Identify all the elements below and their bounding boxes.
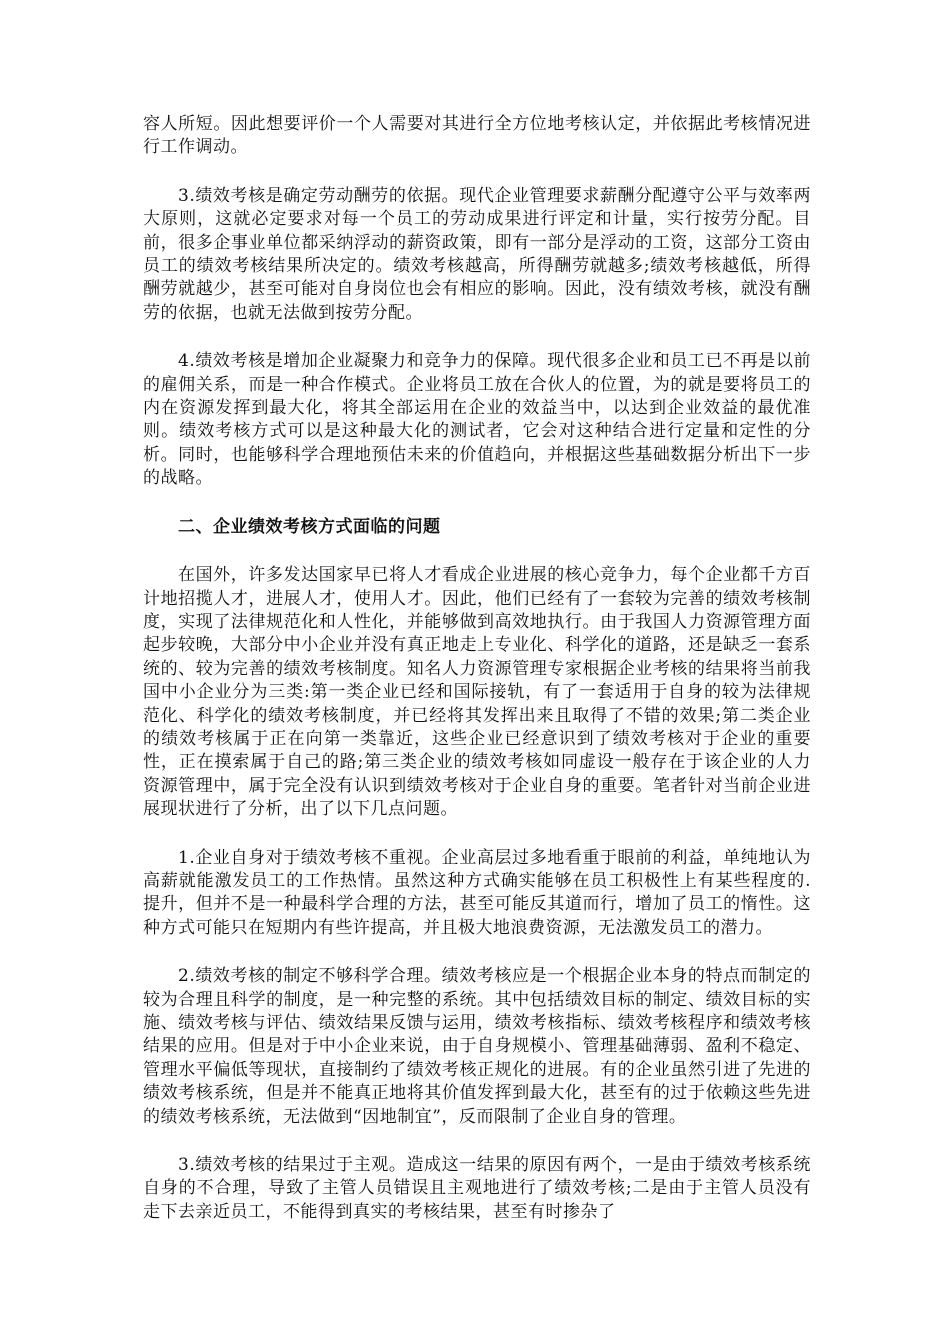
paragraph-point-3-compensation: 3.绩效考核是确定劳动酬劳的依据。现代企业管理要求薪酬分配遵守公平与效率两大原则，这就必定要求对每一个员工的劳动成果进行评定和计量，实行按劳分配。目前，很多企事业单位都采纳浮动的薪资政策，即有一部分是浮动的工资，这部分工资由员工的绩效考核结果所决定的。绩效考核越高，所得酬劳就越多;绩效考核越低，所得酬劳就越少，甚至可能对自身岗位也会有相应的影响。因此，没有绩效考核，就没有酬劳的依据，也就无法做到按劳分配。	[143, 185, 811, 323]
paragraph-overview: 在国外，许多发达国家早已将人才看成企业进展的核心竞争力，每个企业都千方百计地招揽人才，进展人才，使用人才。因此，他们已经有了一套较为完善的绩效考核制度，实现了法律规范化和人性化，并能够做到高效地执行。由于我国人力资源管理方面起步较晚，大部分中小企业并没有真正地走上专业化、科学化的道路，还是缺乏一套系统的、较为完善的绩效考核制度。知名人力资源管理专家根据企业考核的结果将当前我国中小企业分为三类:第一类企业已经和国际接轨，有了一套适用于自身的较为法律规范化、科学化的绩效考核制度，并已经将其发挥出来且取得了不错的效果;第二类企业的绩效考核属于正在向第一类靠近，这些企业已经意识到了绩效考核对于企业的重要性，正在摸索属于自己的路;第三类企业的绩效考核如同虚设一般存在于该企业的人力资源管理中，属于完全没有认识到绩效考核对于企业自身的重要。笔者针对当前企业进展现状进行了分析，出了以下几点问题。	[143, 565, 811, 820]
section-heading-problems: 二、企业绩效考核方式面临的问题	[178, 516, 441, 537]
paragraph-intro-continuation: 容人所短。因此想要评价一个人需要对其进行全方位地考核认定，并依据此考核情况进行工作调动。	[143, 114, 811, 158]
paragraph-problem-3: 3.绩效考核的结果过于主观。造成这一结果的原因有两个，一是由于绩效考核系统自身的不合理，导致了主管人员错误且主观地进行了绩效考核;二是由于主管人员没有走下去亲近员工，不能得到真实的考核结果，甚至有时掺杂了	[143, 1155, 811, 1222]
paragraph-point-4-cohesion: 4.绩效考核是增加企业凝聚力和竞争力的保障。现代很多企业和员工已不再是以前的雇佣关系，而是一种合作模式。企业将员工放在合伙人的位置，为的就是要将员工的内在资源发挥到最大化，将其全部运用在企业的效益当中，以达到企业效益的最优准则。绩效考核方式可以是这种最大化的测试者，它会对这种结合进行定量和定性的分析。同时，也能够科学合理地预估未来的价值趋向，并根据这些基础数据分析出下一步的战略。	[143, 351, 811, 489]
paragraph-problem-1: 1.企业自身对于绩效考核不重视。企业高层过多地看重于眼前的利益，单纯地认为高薪就能激发员工的工作热情。虽然这种方式确实能够在员工积极性上有某些程度的.提升，但并不是一种最科学合理的方法，甚至可能反其道而行，增加了员工的惰性。这种方式可能只在短期内有些许提高，并且极大地浪费资源，无法激发员工的潜力。	[143, 847, 811, 938]
document-page	[143, 113, 811, 1249]
paragraph-problem-2: 2.绩效考核的制定不够科学合理。绩效考核应是一个根据企业本身的特点而制定的较为合理且科学的制度，是一种完整的系统。其中包括绩效目标的制定、绩效目标的实施、绩效考核与评估、绩效结果反馈与运用，绩效考核指标、绩效考核程序和绩效考核结果的应用。但是对于中小企业来说，由于自身规模小、管理基础薄弱、盈利不稳定、管理水平偏低等现状，直接制约了绩效考核正规化的进展。有的企业虽然引进了先进的绩效考核系统，但是并不能真正地将其价值发挥到最大化，甚至有的过于依赖这些先进的绩效考核系统，无法做到“因地制宜”，反而限制了企业自身的管理。	[143, 966, 811, 1127]
